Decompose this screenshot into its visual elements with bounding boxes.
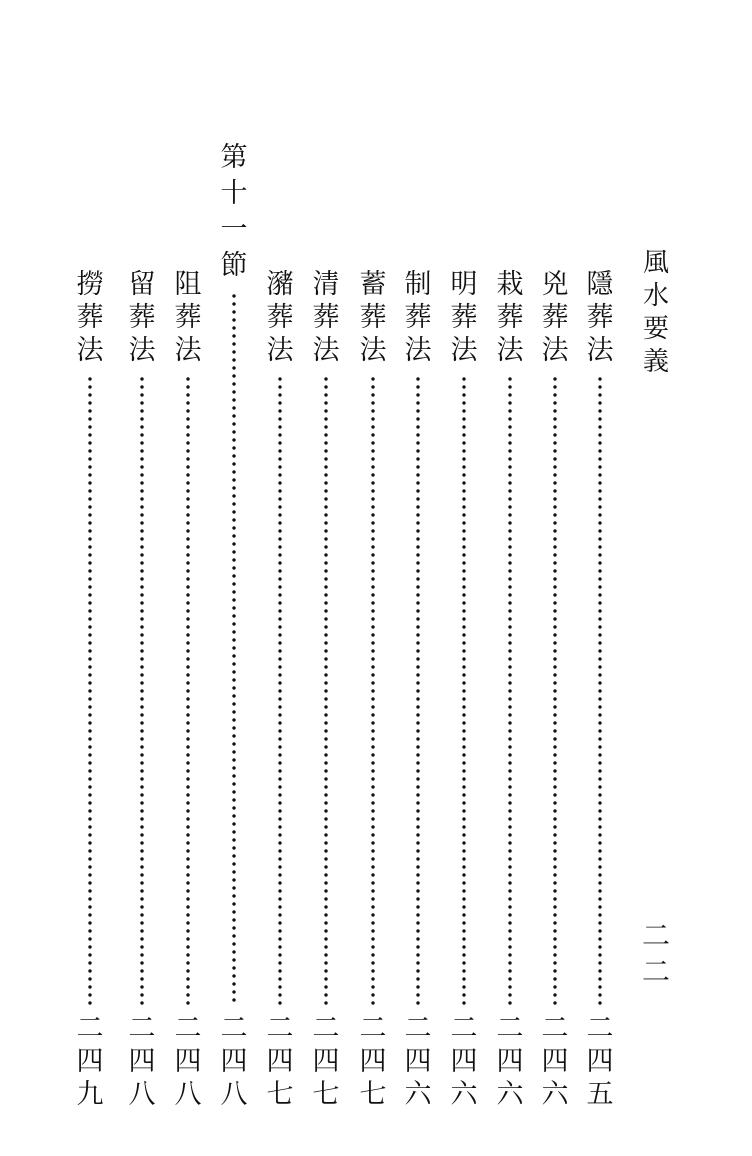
glyph: 八 bbox=[128, 1079, 156, 1110]
dot-leader bbox=[324, 375, 328, 1006]
glyph: 法 bbox=[541, 335, 569, 366]
glyph: 六 bbox=[541, 1079, 569, 1110]
entry-page-number bbox=[72, 1012, 108, 1111]
glyph: 二 bbox=[359, 1013, 387, 1044]
toc-entry[interactable] bbox=[124, 0, 160, 1156]
glyph: 四 bbox=[266, 1046, 294, 1077]
glyph: 葬 bbox=[586, 302, 614, 333]
glyph: 二 bbox=[641, 955, 670, 988]
entry-title bbox=[492, 268, 528, 367]
glyph: 二 bbox=[450, 1013, 478, 1044]
glyph: 栽 bbox=[496, 269, 524, 300]
entry-page-number bbox=[355, 1012, 391, 1111]
glyph: 留 bbox=[128, 269, 156, 300]
glyph: 法 bbox=[450, 335, 478, 366]
entry-page-number bbox=[537, 1012, 573, 1111]
glyph: 一 bbox=[220, 214, 248, 245]
glyph: 法 bbox=[496, 335, 524, 366]
glyph: 義 bbox=[642, 347, 669, 377]
glyph: 法 bbox=[359, 335, 387, 366]
toc-entry[interactable] bbox=[537, 0, 573, 1156]
glyph: 二 bbox=[404, 1013, 432, 1044]
entry-title bbox=[446, 268, 482, 367]
glyph: 四 bbox=[496, 1046, 524, 1077]
glyph: 四 bbox=[174, 1046, 202, 1077]
glyph: 八 bbox=[174, 1079, 202, 1110]
toc-entry[interactable] bbox=[446, 0, 482, 1156]
entry-page-number bbox=[582, 1012, 618, 1111]
glyph: 隱 bbox=[586, 269, 614, 300]
glyph: 二 bbox=[174, 1013, 202, 1044]
glyph: 五 bbox=[586, 1079, 614, 1110]
glyph: 葬 bbox=[450, 302, 478, 333]
toc-entry[interactable] bbox=[308, 0, 344, 1156]
glyph: 八 bbox=[220, 1079, 248, 1110]
dot-leader bbox=[462, 375, 466, 1006]
toc-entry[interactable] bbox=[582, 0, 618, 1156]
toc-entry[interactable] bbox=[355, 0, 391, 1156]
entry-page-number bbox=[170, 1012, 206, 1111]
glyph: 葬 bbox=[266, 302, 294, 333]
glyph: 四 bbox=[450, 1046, 478, 1077]
glyph: 清 bbox=[312, 269, 340, 300]
entry-title bbox=[216, 140, 252, 284]
dot-leader bbox=[278, 375, 282, 1006]
glyph: 撈 bbox=[76, 269, 104, 300]
glyph: 葬 bbox=[312, 302, 340, 333]
dot-leader bbox=[508, 375, 512, 1006]
glyph: 葬 bbox=[359, 302, 387, 333]
glyph: 六 bbox=[450, 1079, 478, 1110]
toc-entry[interactable] bbox=[72, 0, 108, 1156]
glyph: 九 bbox=[76, 1079, 104, 1110]
dot-leader bbox=[88, 375, 92, 1006]
dot-leader bbox=[232, 292, 236, 1006]
glyph: 二 bbox=[586, 1013, 614, 1044]
glyph: 阻 bbox=[174, 269, 202, 300]
glyph: 葬 bbox=[174, 302, 202, 333]
toc-entry[interactable] bbox=[492, 0, 528, 1156]
dot-leader bbox=[553, 375, 557, 1006]
entry-page-number bbox=[124, 1012, 160, 1111]
glyph: 二 bbox=[76, 1013, 104, 1044]
glyph: 四 bbox=[541, 1046, 569, 1077]
entry-title bbox=[262, 268, 298, 367]
glyph: 節 bbox=[220, 250, 248, 281]
entry-title bbox=[72, 268, 108, 367]
glyph: 法 bbox=[128, 335, 156, 366]
entry-page-number bbox=[492, 1012, 528, 1111]
entry-page-number bbox=[446, 1012, 482, 1111]
entry-title bbox=[355, 268, 391, 367]
glyph: 四 bbox=[128, 1046, 156, 1077]
glyph: 二 bbox=[312, 1013, 340, 1044]
glyph: 法 bbox=[312, 335, 340, 366]
dot-leader bbox=[416, 375, 420, 1006]
dot-leader bbox=[371, 375, 375, 1006]
glyph: 七 bbox=[312, 1079, 340, 1110]
entry-page-number bbox=[262, 1012, 298, 1111]
page-number bbox=[636, 919, 676, 994]
glyph: 第 bbox=[220, 142, 248, 173]
entry-title bbox=[400, 268, 436, 367]
glyph: 法 bbox=[174, 335, 202, 366]
toc-entry[interactable] bbox=[262, 0, 298, 1156]
glyph: 二 bbox=[220, 1013, 248, 1044]
glyph: 十 bbox=[220, 178, 248, 209]
entry-title bbox=[124, 268, 160, 367]
glyph: 六 bbox=[404, 1079, 432, 1110]
glyph: 葬 bbox=[76, 302, 104, 333]
glyph: 葬 bbox=[404, 302, 432, 333]
entry-title bbox=[582, 268, 618, 367]
running-header bbox=[636, 250, 676, 382]
entry-page-number bbox=[308, 1012, 344, 1111]
glyph: 四 bbox=[220, 1046, 248, 1077]
glyph: 法 bbox=[586, 335, 614, 366]
glyph: 二 bbox=[541, 1013, 569, 1044]
entry-title bbox=[170, 268, 206, 367]
glyph: 七 bbox=[266, 1079, 294, 1110]
glyph: 法 bbox=[404, 335, 432, 366]
glyph: 兇 bbox=[541, 269, 569, 300]
glyph: 四 bbox=[404, 1046, 432, 1077]
toc-entry[interactable] bbox=[170, 0, 206, 1156]
glyph: 瀦 bbox=[266, 269, 294, 300]
glyph: 水 bbox=[642, 281, 669, 311]
glyph: 葬 bbox=[496, 302, 524, 333]
glyph: 要 bbox=[642, 314, 669, 344]
glyph: 二 bbox=[266, 1013, 294, 1044]
glyph: 二 bbox=[641, 919, 670, 952]
toc-entry[interactable] bbox=[400, 0, 436, 1156]
entry-page-number bbox=[400, 1012, 436, 1111]
dot-leader bbox=[598, 375, 602, 1006]
entry-page-number bbox=[216, 1012, 252, 1111]
glyph: 法 bbox=[76, 335, 104, 366]
glyph: 二 bbox=[128, 1013, 156, 1044]
glyph: 六 bbox=[496, 1079, 524, 1110]
glyph: 法 bbox=[266, 335, 294, 366]
glyph: 蓄 bbox=[359, 269, 387, 300]
glyph: 葬 bbox=[128, 302, 156, 333]
section-entry[interactable] bbox=[216, 0, 252, 1156]
glyph: 二 bbox=[496, 1013, 524, 1044]
dot-leader bbox=[140, 375, 144, 1006]
dot-leader bbox=[186, 375, 190, 1006]
glyph: 明 bbox=[450, 269, 478, 300]
glyph: 四 bbox=[312, 1046, 340, 1077]
glyph: 七 bbox=[359, 1079, 387, 1110]
entry-title bbox=[308, 268, 344, 367]
glyph: 風 bbox=[642, 248, 669, 278]
entry-title bbox=[537, 268, 573, 367]
glyph: 四 bbox=[76, 1046, 104, 1077]
glyph: 四 bbox=[586, 1046, 614, 1077]
glyph: 葬 bbox=[541, 302, 569, 333]
glyph: 制 bbox=[404, 269, 432, 300]
glyph: 四 bbox=[359, 1046, 387, 1077]
